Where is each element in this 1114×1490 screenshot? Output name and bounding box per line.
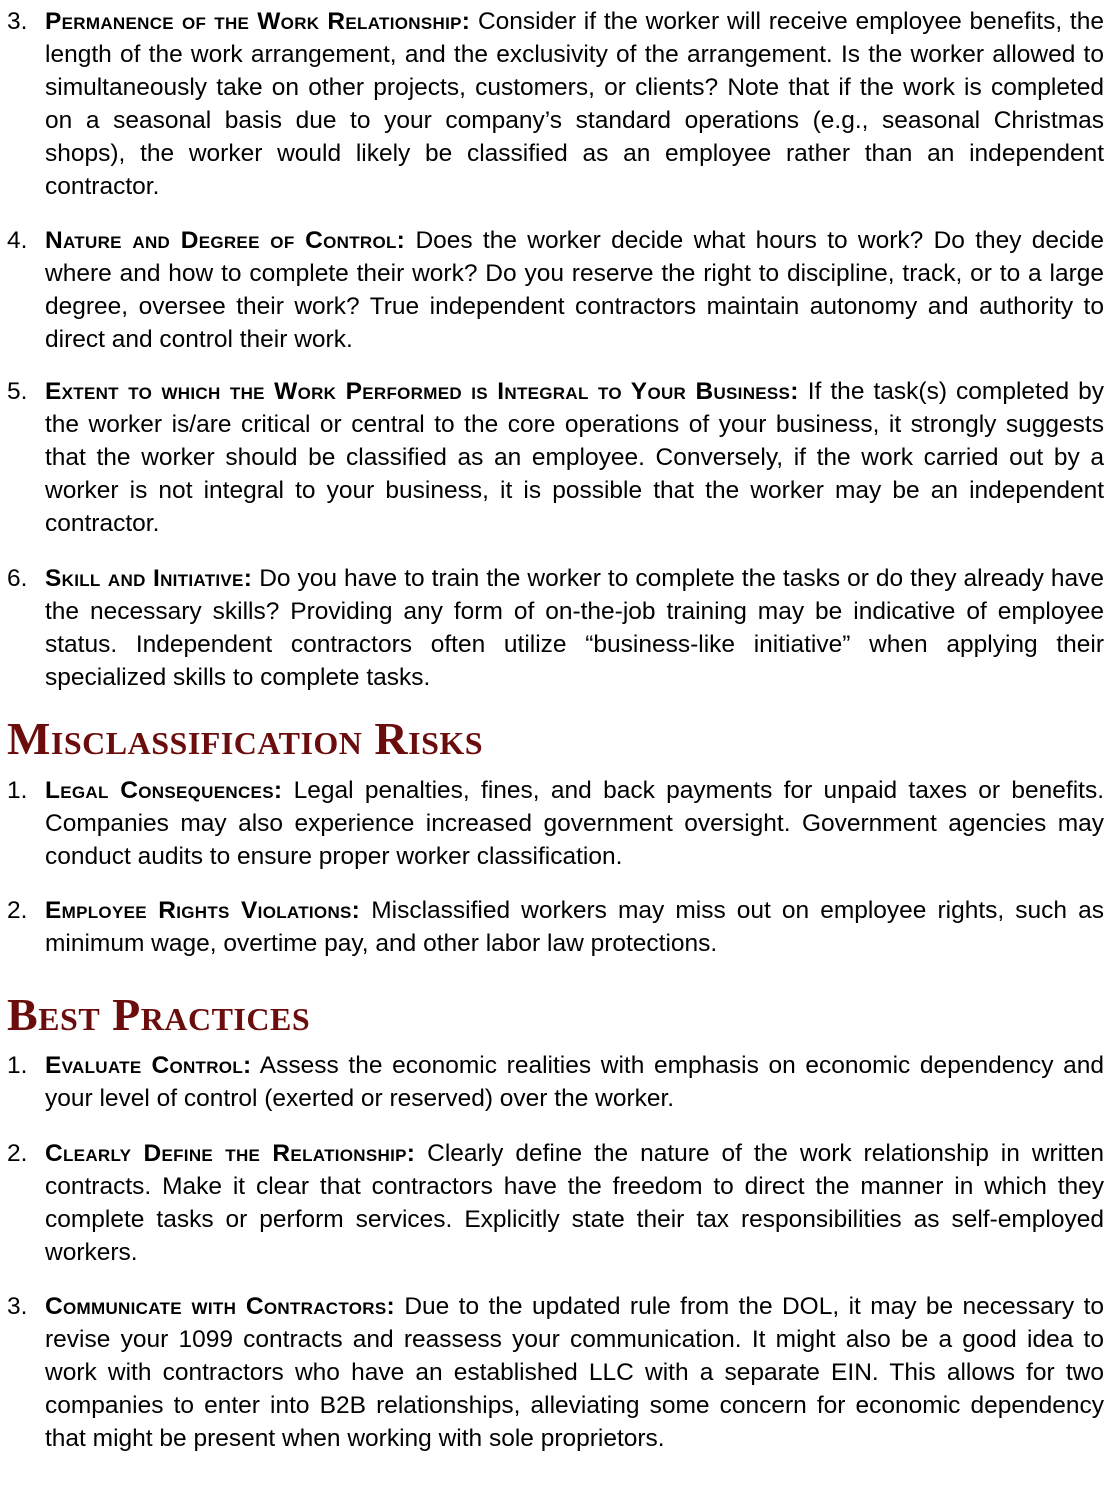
list-item-body — [45, 1137, 1104, 1269]
list-item-text: Due to the updated rule from the DOL, it may be necessary to revise your 1099 contracts and reassess your communication. It might also be a good idea to work with contractors who have an established LLC with a separate EIN. This allows for two companies to enter into B2B relationships, alleviating some concern for economic dependency that might be present when working with sole proprietors. — [45, 1293, 1105, 1452]
list-item-term: Nature and Degree of Control: — [45, 227, 406, 254]
list-item-text: Consider if the worker will receive employee benefits, the length of the work arrangement, and the exclusivity of the arrangement. Is the worker allowed to simultaneously take on other projects, customers, or clients? Note that if the work is completed on a seasonal basis due to your company’s standard operations (e.g., seasonal Christmas shops), the worker would likely be classified as an employee rather than an independent contractor. — [45, 8, 1104, 200]
list-item-term: Skill and Initiative: — [45, 565, 253, 592]
list-item-number: 2. — [7, 1140, 28, 1167]
list-item-text: If the task(s) completed by the worker is/are critical or central to the core operations of your business, it strongly suggests that the worker should be classified as an employee. Conversely, if the work carried out by a worker is not integral to your business, it is possible that the worker may be an independent contractor. — [45, 378, 1104, 537]
list-item-body — [45, 1049, 1104, 1115]
list-item-body — [45, 375, 1104, 540]
list-item-text: Does the worker decide what hours to work? Do they decide where and how to complete their work? Do you reserve the right to discipline, track, or to a large degree, oversee their work? True independent contractors maintain autonomy and authority to direct and control their work. — [45, 227, 1104, 353]
list-item-term: Permanence of the Work Relationship: — [45, 8, 471, 35]
list-item-text: Legal penalties, fines, and back payments for unpaid taxes or benefits. Companies may also experience increased government oversight. Government agencies may conduct audits to ensure proper worker classification. — [45, 777, 1105, 870]
list-item-text: Clearly define the nature of the work relationship in written contracts. Make it clear that contractors have the freedom to direct the manner in which they complete tasks or perform services. Explicitly state their tax responsibilities as self-employed workers. — [45, 1140, 1104, 1266]
list-item-term: Communicate with Contractors: — [45, 1293, 395, 1320]
list-item-number: 5. — [7, 378, 28, 405]
list-item-term: Evaluate Control: — [45, 1052, 252, 1079]
list-item-number: 3. — [7, 1293, 28, 1320]
best-practices-heading: Best Practices — [7, 989, 311, 1040]
list-item-term: Legal Consequences: — [45, 777, 283, 804]
list-item-text: Assess the economic realities with emphasis on economic dependency and your level of control (exerted or reserved) over the worker. — [45, 1052, 1104, 1112]
list-item-body — [45, 1290, 1104, 1455]
list-item-number: 6. — [7, 565, 28, 592]
list-item-term: Employee Rights Violations: — [45, 897, 361, 924]
list-item-number: 3. — [7, 8, 28, 35]
list-item-text: Do you have to train the worker to complete the tasks or do they already have the necessary skills? Providing any form of on-the-job training may be indicative of employee status. Independent contractors often utilize “business-like initiative” when applying their specialized skills to complete tasks. — [45, 565, 1104, 691]
list-item-body — [45, 5, 1104, 203]
list-item-term: Clearly Define the Relationship: — [45, 1140, 416, 1167]
list-item-term: Extent to which the Work Performed is Integral to Your Business: — [45, 378, 799, 405]
list-item-body — [45, 562, 1104, 694]
list-item-number: 1. — [7, 777, 28, 804]
misclassification-heading: Misclassification Risks — [7, 713, 484, 764]
list-item-body — [45, 894, 1104, 960]
list-item-body — [45, 774, 1104, 873]
list-item-body — [45, 224, 1104, 356]
list-item-text: Misclassified workers may miss out on employee rights, such as minimum wage, overtime pay, and other labor law protections. — [45, 897, 1104, 957]
list-item-number: 4. — [7, 227, 28, 254]
list-item-number: 2. — [7, 897, 28, 924]
list-item-number: 1. — [7, 1052, 28, 1079]
